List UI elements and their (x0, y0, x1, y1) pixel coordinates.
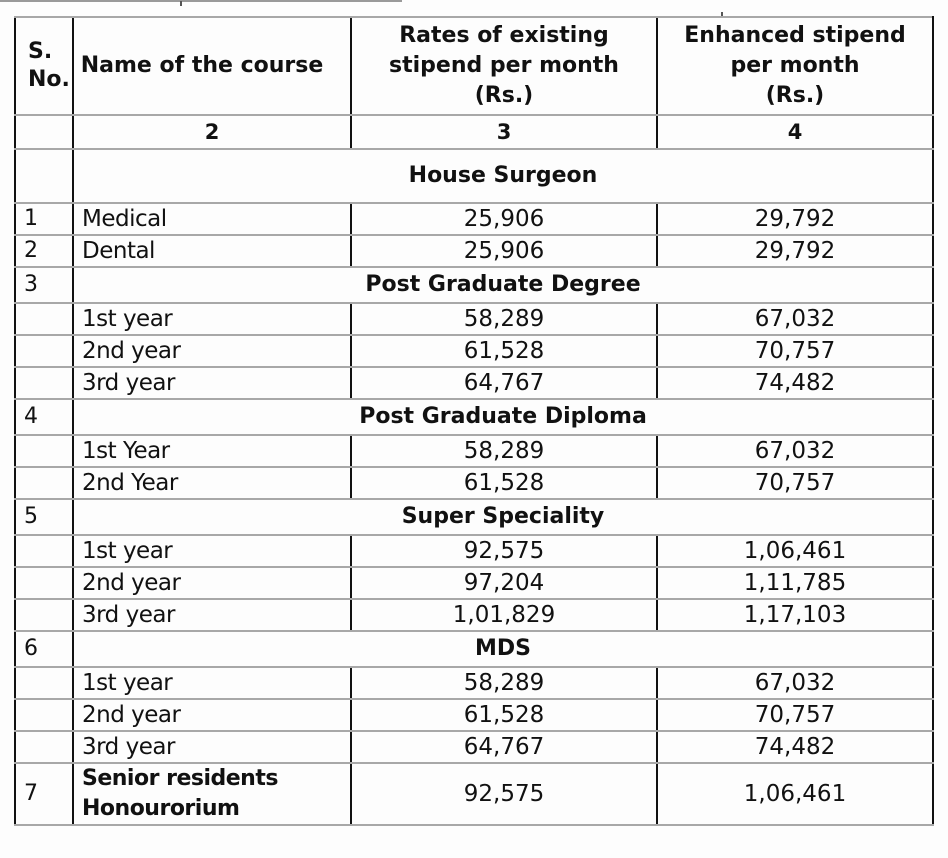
row-sno (15, 335, 73, 367)
row-existing: 97,204 (351, 567, 657, 599)
header-line: per month (730, 53, 860, 78)
column-number-row (15, 115, 933, 149)
section-title: House Surgeon (73, 149, 933, 203)
header-sno-line: S. (28, 39, 53, 64)
table-row (15, 235, 933, 267)
row-existing: 92,575 (351, 535, 657, 567)
row-enhanced: 74,482 (657, 367, 933, 399)
row-enhanced: 70,757 (657, 335, 933, 367)
column-number (15, 115, 73, 149)
row-sno (15, 467, 73, 499)
table-row (15, 335, 933, 367)
table-row-senior-residents (15, 763, 933, 825)
row-existing: 25,906 (351, 203, 657, 235)
row-enhanced: 29,792 (657, 203, 933, 235)
header-line: (Rs.) (765, 83, 825, 108)
row-existing: 61,528 (351, 467, 657, 499)
row-course: 2nd year (73, 567, 351, 599)
column-number: 2 (73, 115, 351, 149)
row-enhanced: 67,032 (657, 667, 933, 699)
row-existing: 64,767 (351, 731, 657, 763)
section-sno: 3 (15, 267, 73, 303)
section-row (15, 149, 933, 203)
table-row (15, 203, 933, 235)
row-enhanced: 67,032 (657, 303, 933, 335)
row-course: Medical (73, 203, 351, 235)
row-enhanced: 74,482 (657, 731, 933, 763)
row-enhanced: 1,06,461 (657, 763, 933, 825)
header-line: Rates of existing (399, 23, 609, 48)
row-existing: 61,528 (351, 699, 657, 731)
table-row (15, 699, 933, 731)
header-row (15, 17, 933, 115)
row-sno (15, 599, 73, 631)
header-line: (Rs.) (474, 83, 534, 108)
row-enhanced: 1,11,785 (657, 567, 933, 599)
row-existing: 58,289 (351, 667, 657, 699)
section-sno: 5 (15, 499, 73, 535)
header-sno (15, 17, 73, 115)
section-sno (15, 149, 73, 203)
row-sno: 7 (15, 763, 73, 825)
row-course: 3rd year (73, 731, 351, 763)
section-sno: 6 (15, 631, 73, 667)
table-row (15, 567, 933, 599)
row-sno (15, 667, 73, 699)
row-course: 2nd year (73, 699, 351, 731)
row-existing: 1,01,829 (351, 599, 657, 631)
row-course (73, 763, 351, 825)
row-sno (15, 435, 73, 467)
table-row (15, 435, 933, 467)
scan-mark (180, 1, 182, 6)
row-enhanced: 1,17,103 (657, 599, 933, 631)
row-course: 3rd year (73, 367, 351, 399)
row-course: 2nd year (73, 335, 351, 367)
row-course: 1st Year (73, 435, 351, 467)
row-existing: 58,289 (351, 303, 657, 335)
row-existing: 58,289 (351, 435, 657, 467)
row-sno (15, 731, 73, 763)
table-row (15, 535, 933, 567)
section-title: MDS (73, 631, 933, 667)
header-line: stipend per month (389, 53, 619, 78)
section-row (15, 399, 933, 435)
row-existing: 61,528 (351, 335, 657, 367)
section-title: Post Graduate Diploma (73, 399, 933, 435)
header-existing-stipend (351, 17, 657, 115)
section-row (15, 267, 933, 303)
section-sno: 4 (15, 399, 73, 435)
section-title: Post Graduate Degree (73, 267, 933, 303)
header-enhanced-stipend (657, 17, 933, 115)
row-enhanced: 29,792 (657, 235, 933, 267)
table-row (15, 467, 933, 499)
row-enhanced: 1,06,461 (657, 535, 933, 567)
header-line: Enhanced stipend (684, 23, 906, 48)
column-number: 4 (657, 115, 933, 149)
row-enhanced: 70,757 (657, 467, 933, 499)
table-row (15, 667, 933, 699)
row-enhanced: 70,757 (657, 699, 933, 731)
row-enhanced: 67,032 (657, 435, 933, 467)
course-line: Honourorium (82, 796, 240, 821)
table-row (15, 599, 933, 631)
row-existing: 25,906 (351, 235, 657, 267)
header-course-name: Name of the course (73, 17, 351, 115)
row-course: 2nd Year (73, 467, 351, 499)
row-existing: 64,767 (351, 367, 657, 399)
section-row (15, 631, 933, 667)
row-sno: 1 (15, 203, 73, 235)
top-rule (0, 0, 402, 2)
column-number: 3 (351, 115, 657, 149)
table-row (15, 731, 933, 763)
row-course: 1st year (73, 667, 351, 699)
stipend-table (14, 16, 934, 826)
row-sno (15, 303, 73, 335)
section-row (15, 499, 933, 535)
row-course: Dental (73, 235, 351, 267)
row-sno (15, 535, 73, 567)
row-existing: 92,575 (351, 763, 657, 825)
section-title: Super Speciality (73, 499, 933, 535)
row-sno (15, 699, 73, 731)
row-course: 1st year (73, 303, 351, 335)
table-row (15, 303, 933, 335)
row-sno: 2 (15, 235, 73, 267)
row-course: 1st year (73, 535, 351, 567)
row-sno (15, 567, 73, 599)
table-row (15, 367, 933, 399)
row-sno (15, 367, 73, 399)
course-line: Senior residents (82, 766, 278, 791)
header-sno-line: No. (28, 67, 70, 92)
row-course: 3rd year (73, 599, 351, 631)
